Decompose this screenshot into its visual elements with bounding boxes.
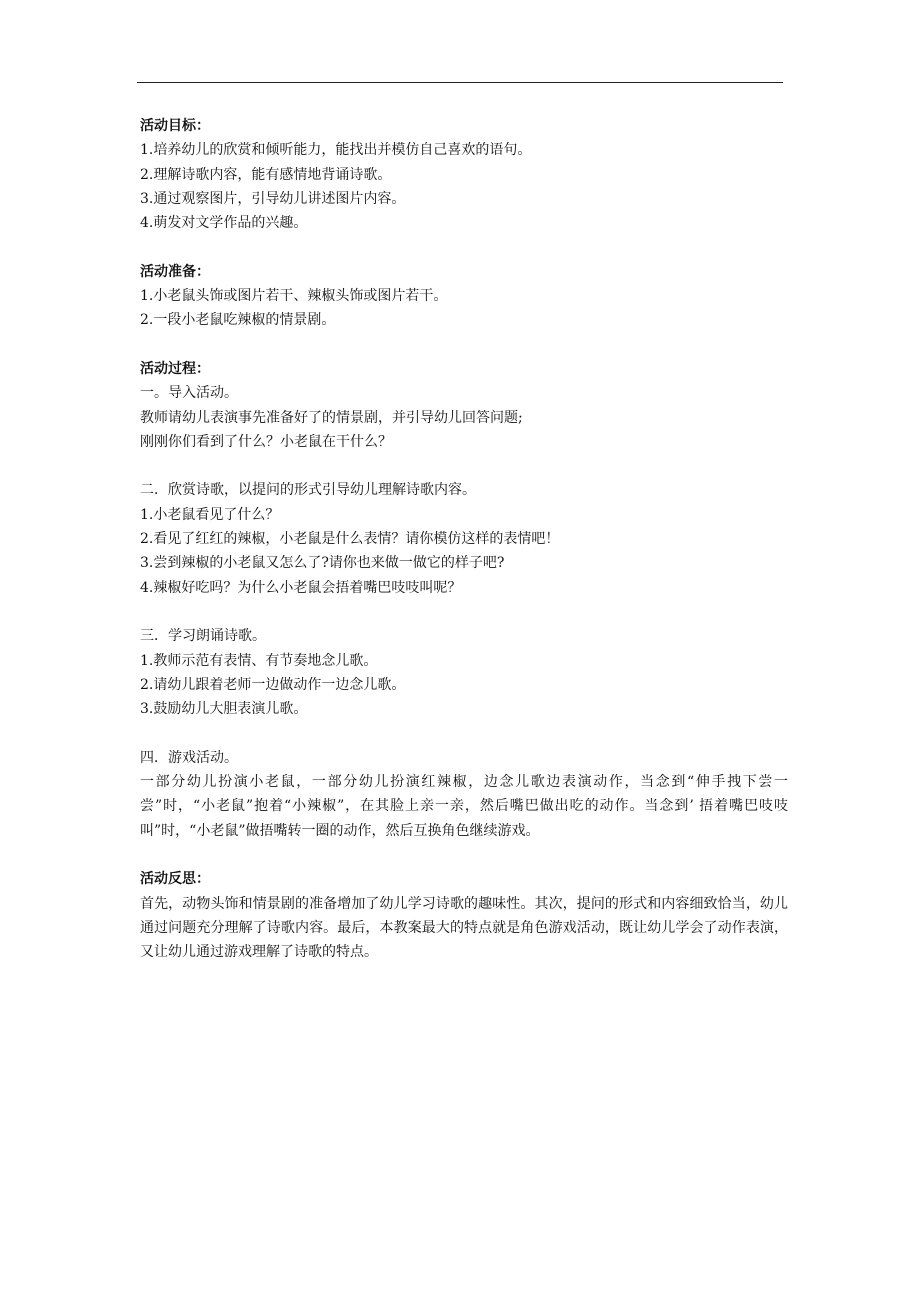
preparation-item: 1.小老鼠头饰或图片若干、辣椒头饰或图片若干。 [140, 288, 448, 305]
process-part2-line: 4.辣椒好吃吗？为什么小老鼠会捂着嘴巴吱吱叫呢？ [140, 579, 462, 596]
process-part3-line: 1.教师示范有表情、有节奏地念儿歌。 [140, 652, 378, 669]
process-part4-title: 四．游戏活动。 [140, 749, 238, 766]
goal-item: 4.萌发对文学作品的兴趣。 [140, 215, 308, 232]
goal-item: 3.通过观察图片，引导幼儿讲述图片内容。 [140, 190, 406, 207]
process-part3-line: 2.请幼儿跟着老师一边做动作一边念儿歌。 [140, 676, 406, 693]
process-part1-line: 教师请幼儿表演事先准备好了的情景剧，并引导幼儿回答问题; [140, 409, 523, 426]
process-part2 [140, 478, 788, 599]
process-part2-line: 2.看见了红红的辣椒，小老鼠是什么表情？请你模仿这样的表情吧！ [140, 531, 560, 548]
process-section [140, 357, 788, 454]
process-part4-paragraph: 一部分幼儿扮演小老鼠，一部分幼儿扮演红辣椒，边念儿歌边表演动作，当念到“伸手拽下尝一尝”时，“小老鼠”抱着“小辣椒”，在其脸上亲一亲，然后嘴巴做出吃的动作。当念到’ 捂着嘴巴吱吱叫”时，“小老鼠”做捂嘴转一圈的动作，然后互换角色继续游戏。 [140, 774, 788, 839]
process-part2-line: 3.尝到辣椒的小老鼠又怎么了?请你也来做一做它的样子吧? [140, 555, 505, 572]
preparation-section [140, 260, 788, 333]
reflection-paragraph: 首先，动物头饰和情景剧的准备增加了幼儿学习诗歌的趣味性。其次，提问的形式和内容细致恰当，幼儿通过问题充分理解了诗歌内容。最后，本教案最大的特点就是角色游戏活动，既让幼儿学会了动作表演，又让幼儿通过游戏理解了诗歌的特点。 [140, 895, 788, 961]
process-part2-title: 二．欣赏诗歌，以提问的形式引导幼儿理解诗歌内容。 [140, 482, 476, 499]
process-part1-line: 刚刚你们看到了什么？小老鼠在干什么？ [140, 433, 392, 450]
header-rule [137, 82, 783, 83]
process-part3-line: 3.鼓励幼儿大胆表演儿歌。 [140, 701, 308, 718]
goal-item: 2.理解诗歌内容，能有感情地背诵诗歌。 [140, 166, 392, 183]
process-part2-line: 1.小老鼠看见了什么？ [140, 506, 280, 523]
reflection-heading: 活动反思： [140, 871, 210, 888]
process-heading: 活动过程： [140, 360, 210, 377]
reflection-section [140, 867, 788, 964]
process-part3-title: 三．学习朗诵诗歌。 [140, 628, 266, 645]
preparation-item: 2.一段小老鼠吃辣椒的情景剧。 [140, 312, 336, 329]
preparation-heading: 活动准备： [140, 263, 210, 280]
goals-section [140, 114, 788, 235]
goal-item: 1.培养幼儿的欣赏和倾听能力，能找出并模仿自己喜欢的语句。 [140, 142, 532, 159]
document-body [140, 114, 788, 989]
goals-heading: 活动目标： [140, 118, 210, 134]
process-part4 [140, 746, 788, 843]
process-part1-title: 一。导入活动。 [140, 385, 238, 402]
process-part3 [140, 624, 788, 721]
